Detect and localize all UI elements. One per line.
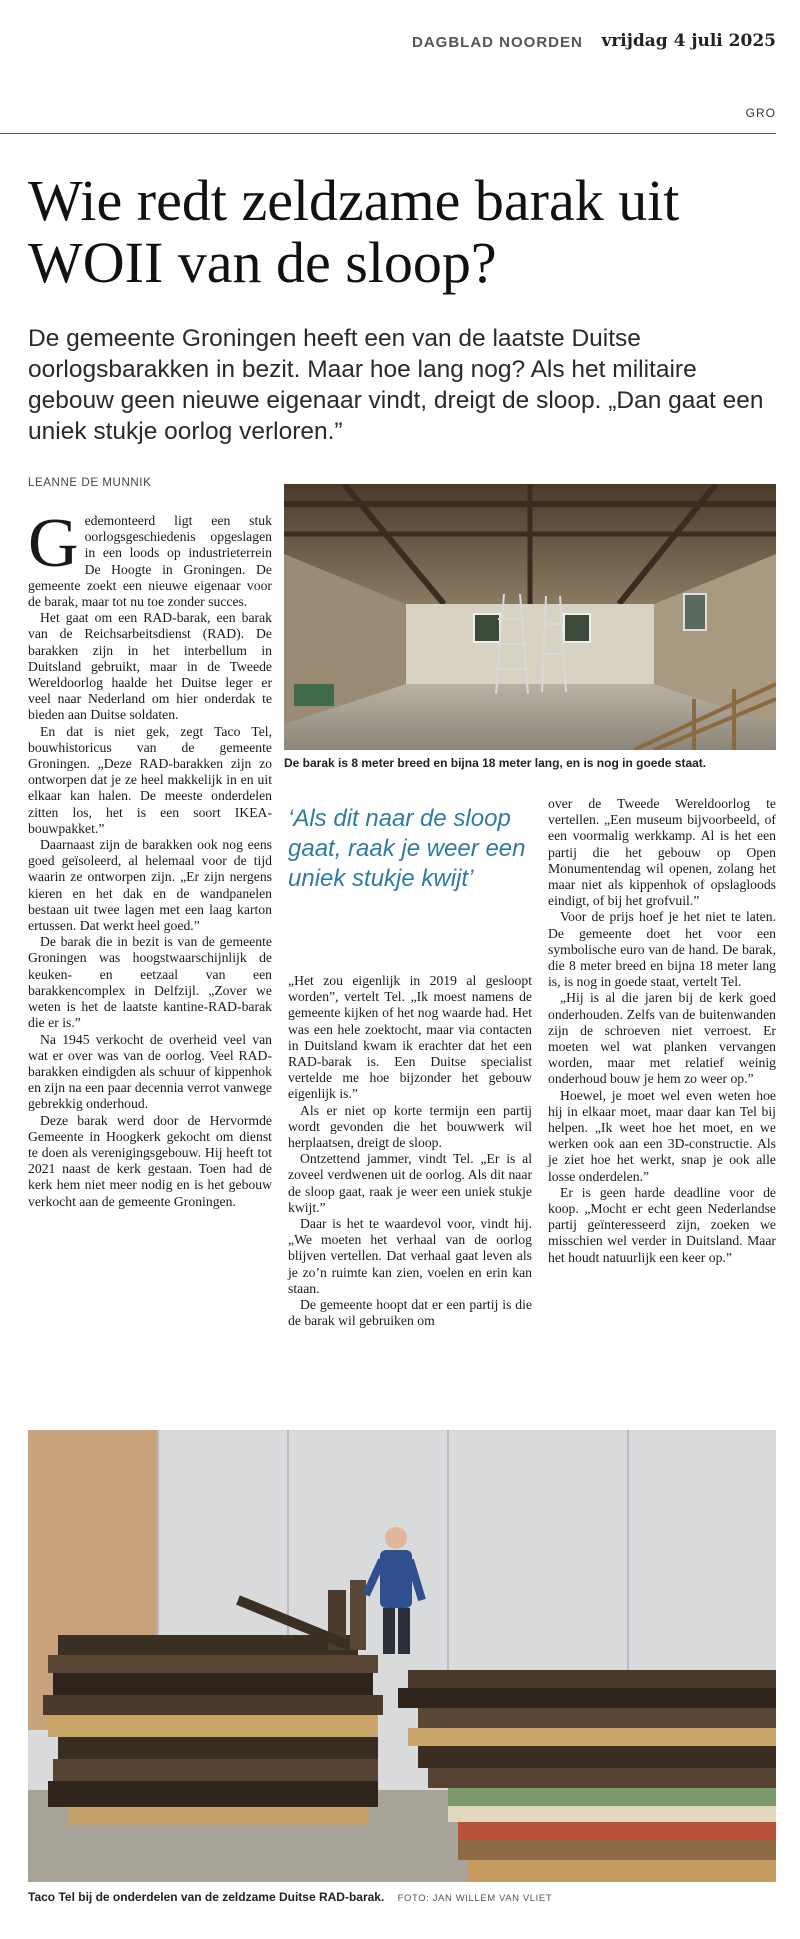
article-column-3 (548, 796, 776, 1266)
paragraph: „Hij is al die jaren bij de kerk goed onderhouden. Zelfs van de buitenwanden zijn de schroeven niet verroest. Er moeten wel wat planken vervangen worden, maar met relatief weinig onderhoud bouw je hem zo weer op.” (548, 990, 776, 1087)
warehouse-parts-photo (28, 1430, 776, 1882)
paragraph: En dat is niet gek, zegt Taco Tel, bouwhistoricus van de gemeente Groningen. „Deze RAD-barakken zijn zo ontworpen dat je ze heel makkelijk in en uit elkaar kan halen. De meeste onderdelen zitten los, het is een soort IKEA-bouwpakket.” (28, 723, 272, 836)
paragraph: Ontzettend jammer, vindt Tel. „Er is al zoveel verdwenen uit de oorlog. Als dit naar de sloop gaat, raak je weer een uniek stukje kwijt.” (288, 1151, 532, 1215)
article-column-1 (28, 505, 272, 1210)
paragraph: Gedemonteerd ligt een stuk oorlogsgeschiedenis opgeslagen in een loods op industrieterrein De Hoogte in Groningen. De gemeente zoekt een nieuwe eigenaar voor de barak, maar tot nu toe zonder succes. (28, 505, 272, 610)
drop-cap: G (28, 505, 79, 582)
article-intro: De gemeente Groningen heeft een van de laatste Duitse oorlogsbarakken in bezit. Maar hoe lang nog? Als het militaire gebouw geen nieuwe eigenaar vindt, dreigt de sloop. „Dan gaat een uniek stukje oorlog verloren.” (28, 325, 764, 445)
paragraph: Als er niet op korte termijn een partij wordt gevonden die het bouwwerk wil herplaatsen, dreigt de sloop. (288, 1102, 532, 1151)
caption-text: Taco Tel bij de onderdelen van de zeldzame Duitse RAD-barak. (28, 1890, 385, 1904)
article-column-2 (288, 973, 532, 1329)
paragraph: Er is geen harde deadline voor de koop. „Mocht er echt geen Nederlandse partij geïnteresseerd zijn, zoeken we misschien wel verder in Duitsland. Maar het houdt natuurlijk een keer op.” (548, 1184, 776, 1265)
paragraph: Deze barak werd door de Hervormde Gemeente in Hoogkerk gekocht om dienst te doen als verenigingsgebouw. Hij heeft tot 2021 naast de kerk gestaan. Toen had de kerk hem niet meer nodig en is het gebouw verkocht aan de gemeente Groningen. (28, 1112, 272, 1209)
issue-date: vrijdag 4 juli 2025 (601, 31, 776, 51)
paragraph: over de Tweede Wereldoorlog te vertellen. „Een museum bijvoorbeeld, of een voormalig werkkamp. Al is het een partij die het gebouw op Open Monumentendag wil openen, zolang het maar niet als kippenhok of opslagloods eindigt, of bij het grofvuil.” (548, 796, 776, 909)
photo-caption: De barak is 8 meter breed en bijna 18 meter lang, en is nog in goede staat. (284, 756, 707, 770)
photo-credit: FOTO: JAN WILLEM VAN VLIET (397, 1893, 553, 1904)
paragraph: Voor de prijs hoef je het niet te laten. De gemeente doet het voor een symbolische euro van de hand. De barak, die 8 meter breed en bijna 18 meter lang is, is nog in goede staat, vertelt Tel. (548, 909, 776, 990)
barrack-interior-illustration (284, 484, 776, 750)
article-headline: Wie redt zeldzame barak uit WOII van de sloop? (28, 168, 680, 295)
pull-quote: ‘Als dit naar de sloop gaat, raak je weer een uniek stukje kwijt’ (288, 805, 526, 892)
barrack-interior-photo (284, 484, 776, 750)
paragraph: De gemeente hoopt dat er een partij is die de barak wil gebruiken om (288, 1297, 532, 1329)
warehouse-parts-illustration (28, 1430, 776, 1882)
paragraph: „Het zou eigenlijk in 2019 al gesloopt worden”, vertelt Tel. „Ik moest namens de gemeente kijken of het nog waarde had. Het was een hele zoektocht, maar via contacten in Duitsland kwam ik erachter dat het een RAD-barak is. Een Duitse specialist vertelde me hoe bijzonder het gebouw eigenlijk is.” (288, 973, 532, 1102)
paragraph: Daarnaast zijn de barakken ook nog eens goed geïsoleerd, al helemaal voor de tijd waarin ze ontworpen zijn. „Er zijn nergens kieren en het dak en de wandpanelen bestaan uit twee lagen met een laag karton ertussen. Dat werkt heel goed.” (28, 837, 272, 934)
paragraph: Na 1945 verkocht de overheid veel van wat er over was van de oorlog. Veel RAD-barakken eindigden als schuur of kippenhok en zijn na een paar decennia verrot vanwege gebrekkig onderhoud. (28, 1031, 272, 1112)
header-rule (0, 133, 776, 134)
paragraph: Daar is het te waardevol voor, vindt hij. „We moeten het verhaal van de oorlog blijven vertellen. Dat verhaal gaat leven als je zo’n ruimte kan zien, voelen en erin kan staan. (288, 1216, 532, 1296)
byline: LEANNE DE MUNNIK (28, 477, 152, 489)
section-label: GRO (745, 106, 776, 120)
paragraph: Hoewel, je moet wel even weten hoe hij in elkaar moet, maar daar kan Tel bij helpen. „Ik weet hoe het moet, en we werken ook aan een 3D-constructie. Als je ziet hoe het werkt, snap je ook alle losse onderdelen.” (548, 1087, 776, 1184)
paragraph: De barak die in bezit is van de gemeente Groningen was hoogstwaarschijnlijk de keuken- en eetzaal van een barakkencomplex in Delfzijl. „Zover we weten is het de laatste kantine-RAD-barak die er is.” (28, 934, 272, 1031)
photo-caption (28, 1890, 776, 1904)
masthead-logo: DAGBLAD NOORDEN (412, 34, 583, 51)
paragraph: Het gaat om een RAD-barak, een barak van de Reichsarbeitsdienst (RAD). De barakken zijn in het interbellum in Duitsland gebruikt, maar in de Tweede Wereldoorlog haalde het Duitse leger er veel naar Nederland om hier onderdak te bieden aan Duitse soldaten. (28, 610, 272, 723)
